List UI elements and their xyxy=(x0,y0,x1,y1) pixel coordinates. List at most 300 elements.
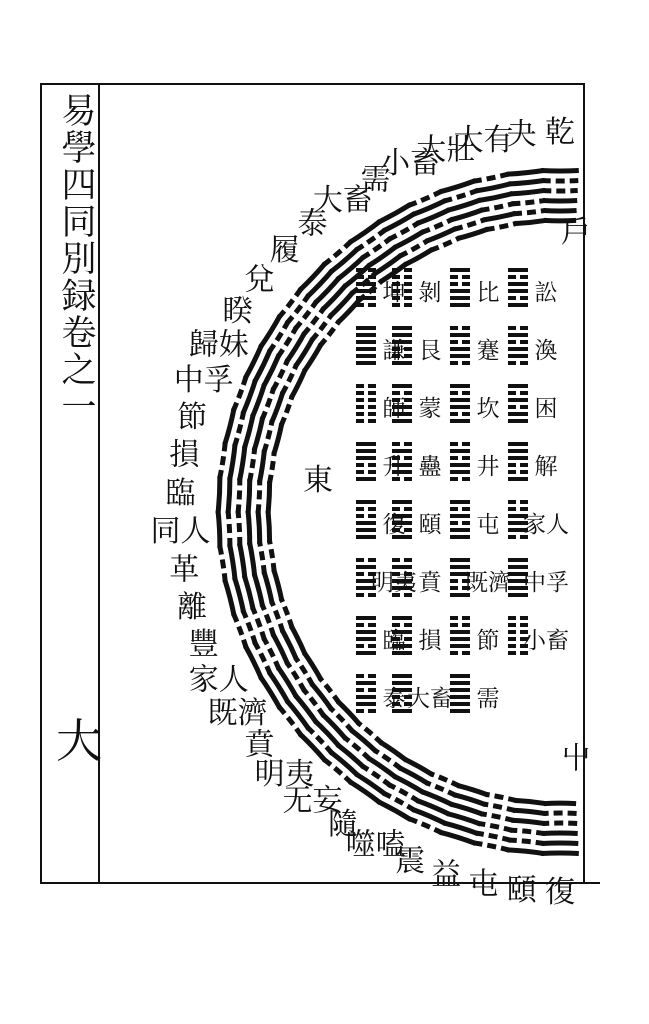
hexagram-line xyxy=(274,570,282,601)
hexagram-line xyxy=(520,463,528,467)
hexagram-line xyxy=(259,541,264,574)
grid-hexagram xyxy=(450,384,500,423)
folio-mark: 大 xyxy=(56,714,102,768)
hexagram-line xyxy=(404,442,412,446)
hexagram-line xyxy=(356,456,376,460)
grid-hexagram-label: 比 xyxy=(476,280,500,306)
hexagram-line xyxy=(520,275,528,279)
hexagram-line xyxy=(238,478,240,513)
hexagram-line xyxy=(356,384,364,388)
grid-hexagram-label: 頤 xyxy=(418,512,442,538)
hexagram-line xyxy=(258,511,260,544)
hexagram-line xyxy=(356,623,364,627)
hexagram-line xyxy=(268,511,270,543)
hexagram-line xyxy=(225,408,234,444)
ring-hexagram-label: 損 xyxy=(169,437,200,473)
grid-hexagram-label: 復 xyxy=(382,512,406,538)
hexagram-line xyxy=(291,369,305,398)
ring-hexagram xyxy=(541,115,579,221)
grid-hexagram-label: 蒙 xyxy=(418,396,442,422)
ring-hexagram-label: 家人 xyxy=(188,662,249,698)
hexagram-line xyxy=(356,702,376,706)
hexagram-line xyxy=(430,774,460,787)
hexagram-line xyxy=(356,674,364,678)
top-right-mark: 戶 xyxy=(561,215,591,250)
hexagram-line xyxy=(220,545,226,582)
hexagram-line xyxy=(392,507,400,511)
grid-hexagram xyxy=(450,616,500,655)
hexagram-line xyxy=(520,623,528,627)
hexagram-line xyxy=(508,398,528,402)
hexagram-line xyxy=(248,479,250,513)
hexagram-line xyxy=(356,340,376,344)
ring-hexagram-label: 睽 xyxy=(222,294,253,329)
hexagram-line xyxy=(508,296,516,300)
hexagram-line xyxy=(450,210,483,220)
grid-hexagram xyxy=(450,442,500,481)
hexagram-line xyxy=(248,511,250,545)
hexagram-line xyxy=(462,361,470,365)
hexagram-line xyxy=(462,623,470,627)
hexagram-line xyxy=(520,616,528,620)
hexagram-line xyxy=(450,637,470,641)
hexagram-line xyxy=(440,181,476,192)
hexagram-line xyxy=(462,651,470,655)
hexagram-line xyxy=(508,637,516,641)
hexagram-line xyxy=(356,391,364,395)
hexagram-line xyxy=(511,200,545,204)
grid-hexagram-label: 渙 xyxy=(534,338,558,364)
ring-hexagram-label: 既濟 xyxy=(207,696,268,731)
hexagram-line xyxy=(378,802,411,820)
hexagram-line xyxy=(356,514,364,518)
hexagram-line xyxy=(450,303,470,307)
hexagram-line xyxy=(450,405,470,409)
hexagram-line xyxy=(356,774,386,795)
hexagram-line xyxy=(450,674,470,678)
hexagram-line xyxy=(508,347,528,351)
hexagram-line xyxy=(508,282,528,286)
hexagram-line xyxy=(356,333,376,337)
grid-hexagram-label: 井 xyxy=(476,454,500,480)
hexagram-line xyxy=(450,709,470,713)
hexagram-line xyxy=(450,326,458,330)
hexagram-line xyxy=(450,361,458,365)
hexagram-line xyxy=(462,477,470,481)
hexagram-line xyxy=(228,511,230,547)
hexagram-line xyxy=(508,354,528,358)
hexagram-line xyxy=(243,610,256,644)
hexagram-line xyxy=(450,528,470,532)
hexagram-line xyxy=(450,681,470,685)
hexagram-line xyxy=(230,544,236,580)
hexagram-line xyxy=(450,688,470,692)
hexagram-line xyxy=(478,823,513,830)
grid-hexagram xyxy=(508,384,558,423)
hexagram-line xyxy=(520,391,528,395)
hexagram-line xyxy=(392,268,400,272)
hexagram-line xyxy=(450,579,458,583)
hexagram-line xyxy=(450,623,458,627)
hexagram-line xyxy=(368,470,376,474)
hexagram-line xyxy=(220,442,226,479)
ring-hexagram-label: 夬 xyxy=(506,116,537,152)
hexagram-line xyxy=(274,423,282,454)
hexagram-line xyxy=(508,384,528,388)
hexagram-line xyxy=(450,456,458,460)
hexagram-line xyxy=(520,507,528,511)
hexagram-line xyxy=(356,616,376,620)
hexagram-line xyxy=(244,576,253,610)
grid-hexagram-label: 泰 xyxy=(382,686,406,712)
hexagram-line xyxy=(508,361,516,365)
hexagram-line xyxy=(486,794,517,800)
hexagram-line xyxy=(392,681,412,685)
hexagram-line xyxy=(450,268,470,272)
hexagram-line xyxy=(450,521,458,525)
hexagram-line xyxy=(260,315,280,347)
hexagram-line xyxy=(450,391,458,395)
hexagram-line xyxy=(404,391,412,395)
grid-hexagram xyxy=(356,326,406,365)
hexagram-line xyxy=(508,507,516,511)
hexagram-line xyxy=(508,630,516,634)
hexagram-line xyxy=(356,558,364,562)
grid-hexagram-label: 坤 xyxy=(382,280,406,306)
hexagram-line xyxy=(269,540,274,572)
hexagram-line xyxy=(404,507,412,511)
hexagram-line xyxy=(368,412,376,416)
hexagram-line xyxy=(368,507,376,511)
hexagram-line xyxy=(356,593,364,597)
ring-hexagram-label: 益 xyxy=(431,857,462,893)
hexagram-line xyxy=(368,419,376,423)
hexagram-line xyxy=(264,572,272,604)
grid-hexagram-label: 既濟 xyxy=(465,570,511,596)
grid-hexagram xyxy=(508,442,558,481)
hexagram-line xyxy=(392,565,412,569)
hexagram-line xyxy=(405,249,433,265)
hexagram-line xyxy=(368,268,376,272)
hexagram-line xyxy=(462,340,470,344)
hexagram-line xyxy=(392,326,412,330)
hexagram-line xyxy=(392,674,412,678)
hexagram-line xyxy=(520,361,528,365)
hexagram-line xyxy=(450,347,470,351)
ring-hexagram-label: 離 xyxy=(177,590,208,626)
hexagram-line xyxy=(368,275,376,279)
ring-hexagram-label: 隨 xyxy=(327,806,358,842)
hexagram-line xyxy=(300,263,326,290)
hexagram-line xyxy=(447,814,481,825)
hexagram-line xyxy=(356,477,376,481)
ring-hexagram-label: 復 xyxy=(545,875,575,910)
hexagram-line xyxy=(356,470,364,474)
grid-hexagram xyxy=(450,558,511,597)
hexagram-line xyxy=(520,340,528,344)
hexagram-grid xyxy=(356,268,569,713)
hexagram-line xyxy=(268,481,270,513)
hexagram-line xyxy=(508,616,516,620)
grid-hexagram-label: 困 xyxy=(534,396,558,422)
hexagram-line xyxy=(450,398,470,402)
hexagram-line xyxy=(483,804,516,811)
hexagram-line xyxy=(450,340,458,344)
ring-hexagram-label: 中孚 xyxy=(173,363,234,398)
hexagram-line xyxy=(356,637,376,641)
center-direction-label: 東 xyxy=(303,463,333,498)
hexagram-line xyxy=(508,289,528,293)
hexagram-line xyxy=(356,326,376,330)
hexagram-line xyxy=(450,535,470,539)
hexagram-line xyxy=(450,296,470,300)
hexagram-line xyxy=(250,448,255,482)
hexagram-line xyxy=(511,820,545,824)
ring-hexagram-label: 大壯 xyxy=(416,132,477,168)
hexagram-line xyxy=(392,391,400,395)
hexagram-line xyxy=(508,651,516,655)
hexagram-line xyxy=(462,442,470,446)
hexagram-line xyxy=(356,405,364,409)
hexagram-line xyxy=(225,579,234,615)
grid-hexagram-label: 屯 xyxy=(476,512,500,538)
hexagram-line xyxy=(454,795,486,805)
grid-hexagram xyxy=(450,268,500,307)
grid-hexagram-label: 坎 xyxy=(476,396,500,422)
hexagram-line xyxy=(259,450,264,483)
ring-hexagram-label: 革 xyxy=(169,552,200,588)
hexagram-line xyxy=(450,384,470,388)
ring-hexagram xyxy=(166,476,270,514)
hexagram-line xyxy=(508,303,528,307)
hexagram-line xyxy=(508,419,528,423)
hexagram-line xyxy=(507,850,545,854)
hexagram-line xyxy=(508,449,528,453)
hexagram-line xyxy=(368,623,376,627)
grid-hexagram-label: 大畜 xyxy=(407,686,453,712)
hexagram-line xyxy=(450,470,470,474)
hexagram-line xyxy=(356,695,376,699)
hexagram-line xyxy=(356,289,376,293)
hexagram-line xyxy=(450,695,470,699)
hexagram-line xyxy=(235,577,244,612)
hexagram-line xyxy=(507,170,545,174)
hexagram-line xyxy=(450,651,458,655)
grid-hexagram-label: 臨 xyxy=(382,628,406,654)
hexagram-line xyxy=(218,476,220,514)
hexagram-line xyxy=(450,449,470,453)
ring-hexagram-label: 節 xyxy=(177,399,208,435)
hexagram-line xyxy=(392,558,400,562)
grid-hexagram-label: 剝 xyxy=(418,280,442,306)
hexagram-line xyxy=(368,558,376,562)
hexagram-line xyxy=(508,326,516,330)
hexagram-line xyxy=(356,398,364,402)
hexagram-line xyxy=(356,521,376,525)
hexagram-line xyxy=(462,521,470,525)
grid-hexagram xyxy=(508,500,569,539)
hexagram-line xyxy=(356,275,364,279)
grid-hexagram-label: 師 xyxy=(382,396,406,422)
ring-hexagram-label: 賁 xyxy=(244,727,275,763)
hexagram-line xyxy=(508,463,516,467)
hexagram-line xyxy=(508,840,544,844)
hexagram-line xyxy=(513,210,546,213)
hexagram-line xyxy=(356,463,364,467)
hexagram-line xyxy=(368,674,376,678)
hexagram-line xyxy=(457,785,488,795)
hexagram-line xyxy=(450,354,470,358)
hexagram-line xyxy=(238,511,240,546)
ring-hexagram-label: 歸妹 xyxy=(188,327,249,363)
hexagram-line xyxy=(450,463,470,467)
hexagram-line xyxy=(356,507,364,511)
hexagram-line xyxy=(457,229,488,239)
hexagram-line xyxy=(515,800,547,803)
hexagram-line xyxy=(520,500,528,504)
hexagram-line xyxy=(244,414,253,448)
hexagram-line xyxy=(450,514,470,518)
hexagram-line xyxy=(450,565,470,569)
grid-hexagram xyxy=(356,674,406,713)
running-title: 易學四同別録卷之一 xyxy=(56,92,96,425)
hexagram-line xyxy=(392,449,412,453)
ring-hexagram-label: 豐 xyxy=(188,627,219,662)
grid-hexagram xyxy=(508,616,569,655)
hexagram-line xyxy=(450,500,470,504)
hexagram-line xyxy=(356,572,364,576)
grid-hexagram-label: 中孚 xyxy=(523,570,569,596)
ring-hexagram-label: 履 xyxy=(269,233,300,269)
hexagram-line xyxy=(450,507,458,511)
grid-hexagram xyxy=(450,674,500,713)
hexagram-line xyxy=(450,630,470,634)
hexagram-line xyxy=(250,542,255,576)
hexagram-line xyxy=(392,333,412,337)
hexagram-line xyxy=(515,220,547,223)
hexagram-line xyxy=(462,326,470,330)
hexagram-line xyxy=(392,442,400,446)
ring-hexagram-label: 震 xyxy=(395,844,426,880)
hexagram-line xyxy=(478,194,513,201)
hexagram-line xyxy=(450,702,470,706)
hexagram-line xyxy=(486,223,517,229)
hexagram-line xyxy=(508,565,528,569)
ring-hexagram-label: 臨 xyxy=(165,475,196,511)
hexagram-line xyxy=(450,282,458,286)
ring-hexagram-label: 明夷 xyxy=(254,756,315,792)
hexagram-line xyxy=(368,709,376,713)
grid-hexagram xyxy=(356,616,406,655)
hexagram-line xyxy=(542,181,579,182)
hexagram-line xyxy=(541,853,579,854)
hexagram-line xyxy=(450,586,458,590)
hexagram-line xyxy=(520,470,528,474)
hexagram-line xyxy=(510,190,545,194)
hexagram-line xyxy=(356,644,364,648)
hexagram-line xyxy=(368,391,376,395)
hexagram-line xyxy=(454,219,486,229)
hexagram-line xyxy=(481,814,515,821)
hexagram-line xyxy=(258,480,260,513)
hexagram-line xyxy=(462,282,470,286)
bottom-right-mark: 屮 xyxy=(561,741,591,776)
grid-hexagram xyxy=(450,326,500,365)
grid-hexagram xyxy=(508,268,558,307)
hexagram-line xyxy=(254,574,263,607)
ring-hexagram-label: 无妄 xyxy=(282,783,343,819)
hexagram-line xyxy=(508,391,516,395)
grid-hexagram-label: 需 xyxy=(476,686,500,712)
grid-hexagram-label: 解 xyxy=(534,454,558,480)
hexagram-line xyxy=(462,507,470,511)
hexagram-line xyxy=(254,417,263,450)
ring-hexagram-label: 小畜 xyxy=(380,145,441,181)
hexagram-line xyxy=(404,275,412,279)
hexagram-line xyxy=(356,361,376,365)
hexagram-line xyxy=(235,411,244,446)
grid-hexagram-label: 艮 xyxy=(418,338,442,364)
hexagram-line xyxy=(440,832,476,843)
grid-hexagram-label: 升 xyxy=(382,454,406,480)
hexagram-line xyxy=(508,333,528,337)
hexagram-line xyxy=(404,558,412,562)
hexagram-line xyxy=(356,282,376,286)
grid-hexagram xyxy=(356,384,406,423)
hexagram-line xyxy=(368,463,376,467)
hexagram-line xyxy=(356,347,376,351)
hexagram-line xyxy=(368,514,376,518)
hexagram-line xyxy=(356,565,376,569)
hexagram-line xyxy=(447,200,481,211)
hexagram-line xyxy=(392,623,400,627)
hexagram-line xyxy=(520,296,528,300)
ring-hexagram-label: 乾 xyxy=(545,115,575,150)
hexagram-line xyxy=(356,303,364,307)
grid-hexagram-label: 蠱 xyxy=(418,454,442,480)
grid-hexagram xyxy=(508,558,569,597)
grid-hexagram-label: 訟 xyxy=(534,280,558,306)
hexagram-line xyxy=(508,470,516,474)
hexagram-line xyxy=(508,623,516,627)
hexagram-line xyxy=(368,688,376,692)
hexagram-line xyxy=(356,688,364,692)
hexagram-line xyxy=(520,405,528,409)
hexagram-line xyxy=(368,405,376,409)
hexagram-line xyxy=(508,535,516,539)
grid-hexagram xyxy=(450,500,500,539)
hexagram-line xyxy=(508,180,544,184)
hexagram-line xyxy=(473,174,510,182)
hexagram-line xyxy=(356,268,364,272)
grid-hexagram-label: 明夷 xyxy=(371,570,417,596)
hexagram-line xyxy=(356,630,376,634)
hexagram-line xyxy=(542,843,579,844)
hexagram-line xyxy=(368,384,376,388)
grid-hexagram-label: 謙 xyxy=(382,338,406,364)
hexagram-line xyxy=(508,644,516,648)
hexagram-line xyxy=(356,296,376,300)
grid-hexagram-label: 損 xyxy=(418,628,442,654)
hexagram-line xyxy=(356,535,376,539)
grid-hexagram-label: 節 xyxy=(476,628,500,654)
grid-hexagram-label: 賁 xyxy=(418,570,442,596)
hexagram-line xyxy=(510,830,545,834)
hexagram-line xyxy=(508,558,528,562)
hexagram-line xyxy=(462,391,470,395)
hexagram-line xyxy=(392,275,400,279)
grid-hexagram xyxy=(508,326,558,365)
